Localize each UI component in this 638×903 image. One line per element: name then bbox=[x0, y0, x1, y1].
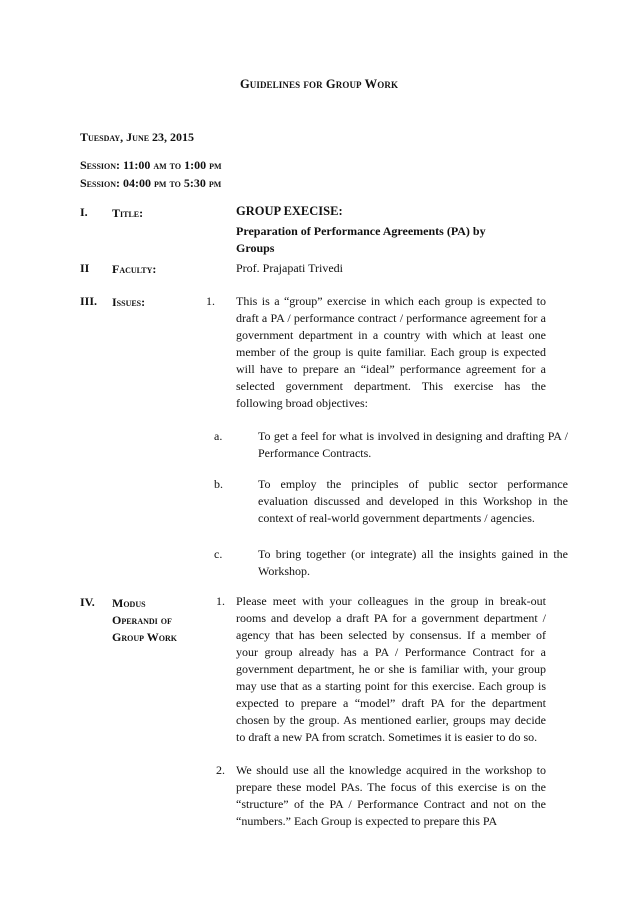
section-label-line: Group Work bbox=[112, 630, 178, 644]
section-heading: GROUP EXECISE: bbox=[236, 204, 343, 218]
item-number: 2. bbox=[216, 763, 225, 777]
section-number: I. bbox=[80, 205, 88, 219]
issues-paragraph: This is a “group” exercise in which each group is expected to draft a PA / performance contract / performance agreement for a government department in a country with which at least one member of the group is quite familiar. Each group is expected will have to prepare an “ideal” performance agreement for a selected government department. This exercise has the following broad objectives: bbox=[236, 294, 546, 410]
objective-text: To bring together (or integrate) all the insights gained in the Workshop. bbox=[258, 547, 568, 578]
objective-item bbox=[214, 428, 568, 462]
modus-paragraph-1: Please meet with your colleagues in the group in break-out rooms and develop a draft PA for a government department / agency that has been selected by consensus. If a member of your group already has a PA / Performance Contract for a government department, he or she is familiar with, your group may use that as a starting point for this exercise. Each group is expected to prepare a “model” draft PA for the department chosen by the group. As mentioned earlier, groups may decide to draft a new PA from scratch. Sometimes it is easier to do so. bbox=[236, 594, 546, 744]
objective-text: To get a feel for what is involved in designing and drafting PA / Performance Contracts. bbox=[258, 429, 568, 460]
objective-text: To employ the principles of public sector performance evaluation discussed and developed in this Workshop in the context of real-world government departments / agencies. bbox=[258, 477, 568, 525]
item-number: 1. bbox=[216, 594, 225, 608]
section-label: Title: bbox=[112, 206, 144, 220]
section-label-line: Modus bbox=[112, 596, 146, 610]
section-number: IV. bbox=[80, 595, 95, 609]
objective-key: b. bbox=[214, 477, 223, 491]
section-label-line: Operandi of bbox=[112, 613, 172, 627]
objective-item bbox=[214, 476, 568, 527]
session-line-2: Session: 04:00 pm to 5:30 pm bbox=[80, 176, 222, 190]
faculty-name: Prof. Prajapati Trivedi bbox=[236, 261, 343, 275]
section-number: III. bbox=[80, 294, 98, 308]
section-label: Faculty: bbox=[112, 262, 157, 276]
objective-key: a. bbox=[214, 429, 223, 443]
item-number: 1. bbox=[206, 294, 215, 308]
document-title: Guidelines for Group Work bbox=[239, 77, 399, 91]
objective-key: c. bbox=[214, 547, 223, 561]
section-label: Issues: bbox=[112, 295, 146, 309]
date-line: Tuesday, June 23, 2015 bbox=[80, 130, 195, 144]
session-line-1: Session: 11:00 am to 1:00 pm bbox=[80, 158, 222, 172]
section-subheading: Preparation of Performance Agreements (PA) by Groups bbox=[236, 224, 486, 255]
objective-item bbox=[214, 546, 568, 580]
modus-paragraph-2: We should use all the knowledge acquired in the workshop to prepare these model PAs. The focus of this exercise is on the “structure” of the PA / Performance Contract and not on the “numbers.” Each Group is expected to prepare this PA bbox=[236, 763, 546, 828]
section-number: II bbox=[80, 261, 90, 275]
